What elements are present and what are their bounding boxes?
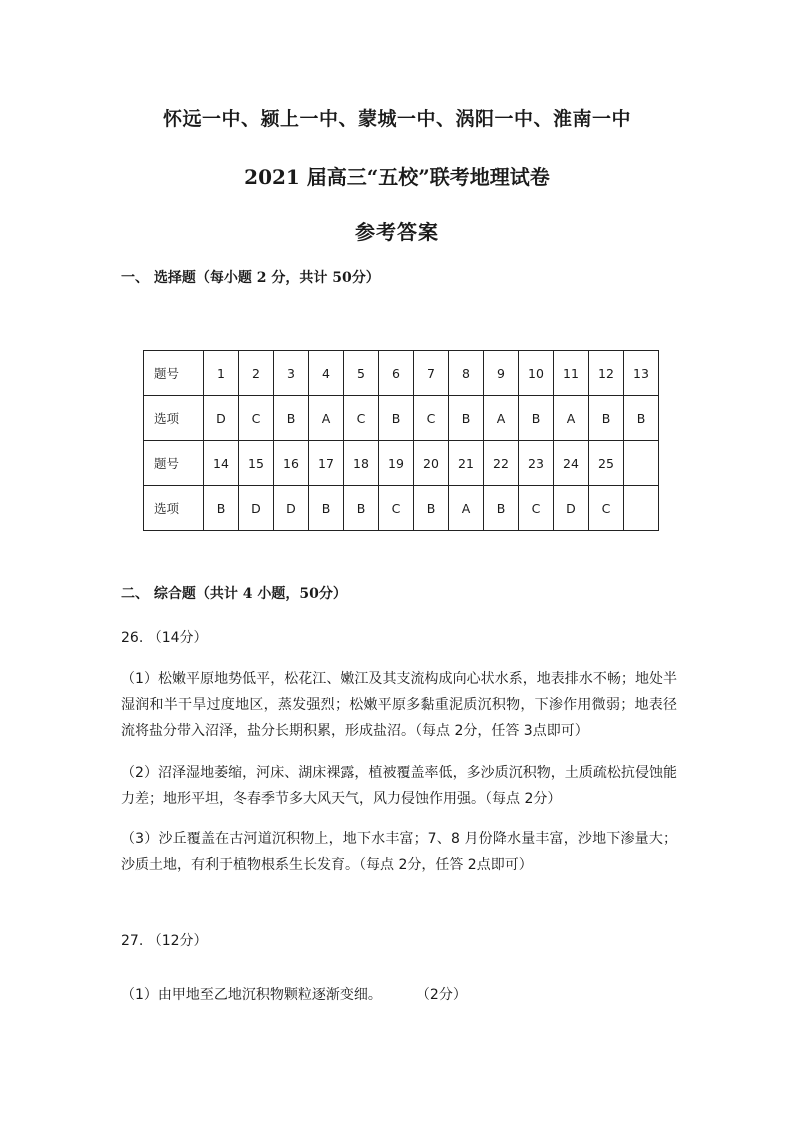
- score-note: （2分）: [415, 987, 467, 1003]
- question-number-cell: 6: [379, 351, 414, 396]
- question-26-part-1: （1）松嫩平原地势低平，松花江、嫩江及其支流构成向心状水系，地表排水不畅；地处半湿润和半干旱过度地区，蒸发强烈；松嫩平原多黏重泥质沉积物，下渗作用微弱；地表径流将盐分带入沼泽，盐分长期积累，形成盐沼。（每点 2分，任答 3点即可）: [121, 671, 677, 739]
- row-label: 选项: [144, 486, 204, 531]
- row-label: 选项: [144, 396, 204, 441]
- answer-option-cell: A: [554, 396, 589, 441]
- question-number-cell: 23: [519, 441, 554, 486]
- answer-option-cell: C: [519, 486, 554, 531]
- question-number-cell: 20: [414, 441, 449, 486]
- answer-option-cell: [624, 486, 659, 531]
- answer-option-cell: B: [379, 396, 414, 441]
- table-row-numbers-1: [144, 351, 659, 396]
- answer-text: （1）由甲地至乙地沉积物颗粒逐渐变细。: [121, 987, 382, 1003]
- question-number-cell: 2: [239, 351, 274, 396]
- question-number-cell: 22: [484, 441, 519, 486]
- row-label: 题号: [144, 351, 204, 396]
- answer-option-cell: C: [589, 486, 624, 531]
- answer-option-cell: C: [379, 486, 414, 531]
- answer-option-cell: B: [309, 486, 344, 531]
- answer-title: 参考答案: [355, 220, 439, 244]
- answer-option-cell: B: [414, 486, 449, 531]
- question-27-part-1: [121, 982, 677, 1008]
- question-number-cell: 5: [344, 351, 379, 396]
- answer-option-cell: A: [309, 396, 344, 441]
- answer-option-cell: C: [239, 396, 274, 441]
- answer-table: [143, 350, 659, 531]
- question-26-part-2: （2）沼泽湿地萎缩，河床、湖床裸露，植被覆盖率低，多沙质沉积物，土质疏松抗侵蚀能力差；地形平坦，冬春季节多大风天气，风力侵蚀作用强。（每点 2分）: [121, 765, 677, 807]
- question-number-cell: 19: [379, 441, 414, 486]
- answer-option-cell: C: [344, 396, 379, 441]
- answer-option-cell: B: [589, 396, 624, 441]
- question-27-title: 27. （12分）: [121, 933, 208, 949]
- answer-option-cell: B: [624, 396, 659, 441]
- question-number-cell: 1: [204, 351, 239, 396]
- answer-option-cell: D: [274, 486, 309, 531]
- question-number-cell: 9: [484, 351, 519, 396]
- table-row-options-1: [144, 396, 659, 441]
- answer-option-cell: A: [449, 486, 484, 531]
- question-number-cell: 24: [554, 441, 589, 486]
- school-names: 怀远一中、颍上一中、蒙城一中、涡阳一中、淮南一中: [162, 108, 631, 130]
- answer-option-cell: D: [204, 396, 239, 441]
- table-row-options-2: [144, 486, 659, 531]
- answer-option-cell: B: [204, 486, 239, 531]
- row-label: 题号: [144, 441, 204, 486]
- question-number-cell: 17: [309, 441, 344, 486]
- question-number-cell: 25: [589, 441, 624, 486]
- answer-option-cell: D: [239, 486, 274, 531]
- answer-option-cell: D: [554, 486, 589, 531]
- answer-option-cell: B: [449, 396, 484, 441]
- question-number-cell: 18: [344, 441, 379, 486]
- answer-option-cell: B: [484, 486, 519, 531]
- section-2-heading: 二、 综合题（共计 4 小题，50分）: [121, 586, 347, 602]
- question-number-cell: [624, 441, 659, 486]
- answer-option-cell: C: [414, 396, 449, 441]
- question-26-title: 26. （14分）: [121, 630, 208, 646]
- question-number-cell: 4: [309, 351, 344, 396]
- question-number-cell: 12: [589, 351, 624, 396]
- section-1-heading: 一、 选择题（每小题 2 分，共计 50分）: [121, 270, 380, 286]
- table-row-numbers-2: [144, 441, 659, 486]
- question-number-cell: 10: [519, 351, 554, 396]
- question-number-cell: 3: [274, 351, 309, 396]
- question-number-cell: 15: [239, 441, 274, 486]
- answer-option-cell: B: [274, 396, 309, 441]
- question-number-cell: 21: [449, 441, 484, 486]
- question-number-cell: 8: [449, 351, 484, 396]
- question-26-part-3: （3）沙丘覆盖在古河道沉积物上，地下水丰富；7、8 月份降水量丰富，沙地下渗量大；沙质土地，有利于植物根系生长发育。（每点 2分，任答 2点即可）: [121, 831, 677, 873]
- question-number-cell: 7: [414, 351, 449, 396]
- question-number-cell: 13: [624, 351, 659, 396]
- answer-option-cell: A: [484, 396, 519, 441]
- exam-title: 2021 届高三“五校”联考地理试卷: [244, 165, 550, 189]
- question-number-cell: 14: [204, 441, 239, 486]
- question-number-cell: 16: [274, 441, 309, 486]
- answer-option-cell: B: [519, 396, 554, 441]
- answer-option-cell: B: [344, 486, 379, 531]
- question-number-cell: 11: [554, 351, 589, 396]
